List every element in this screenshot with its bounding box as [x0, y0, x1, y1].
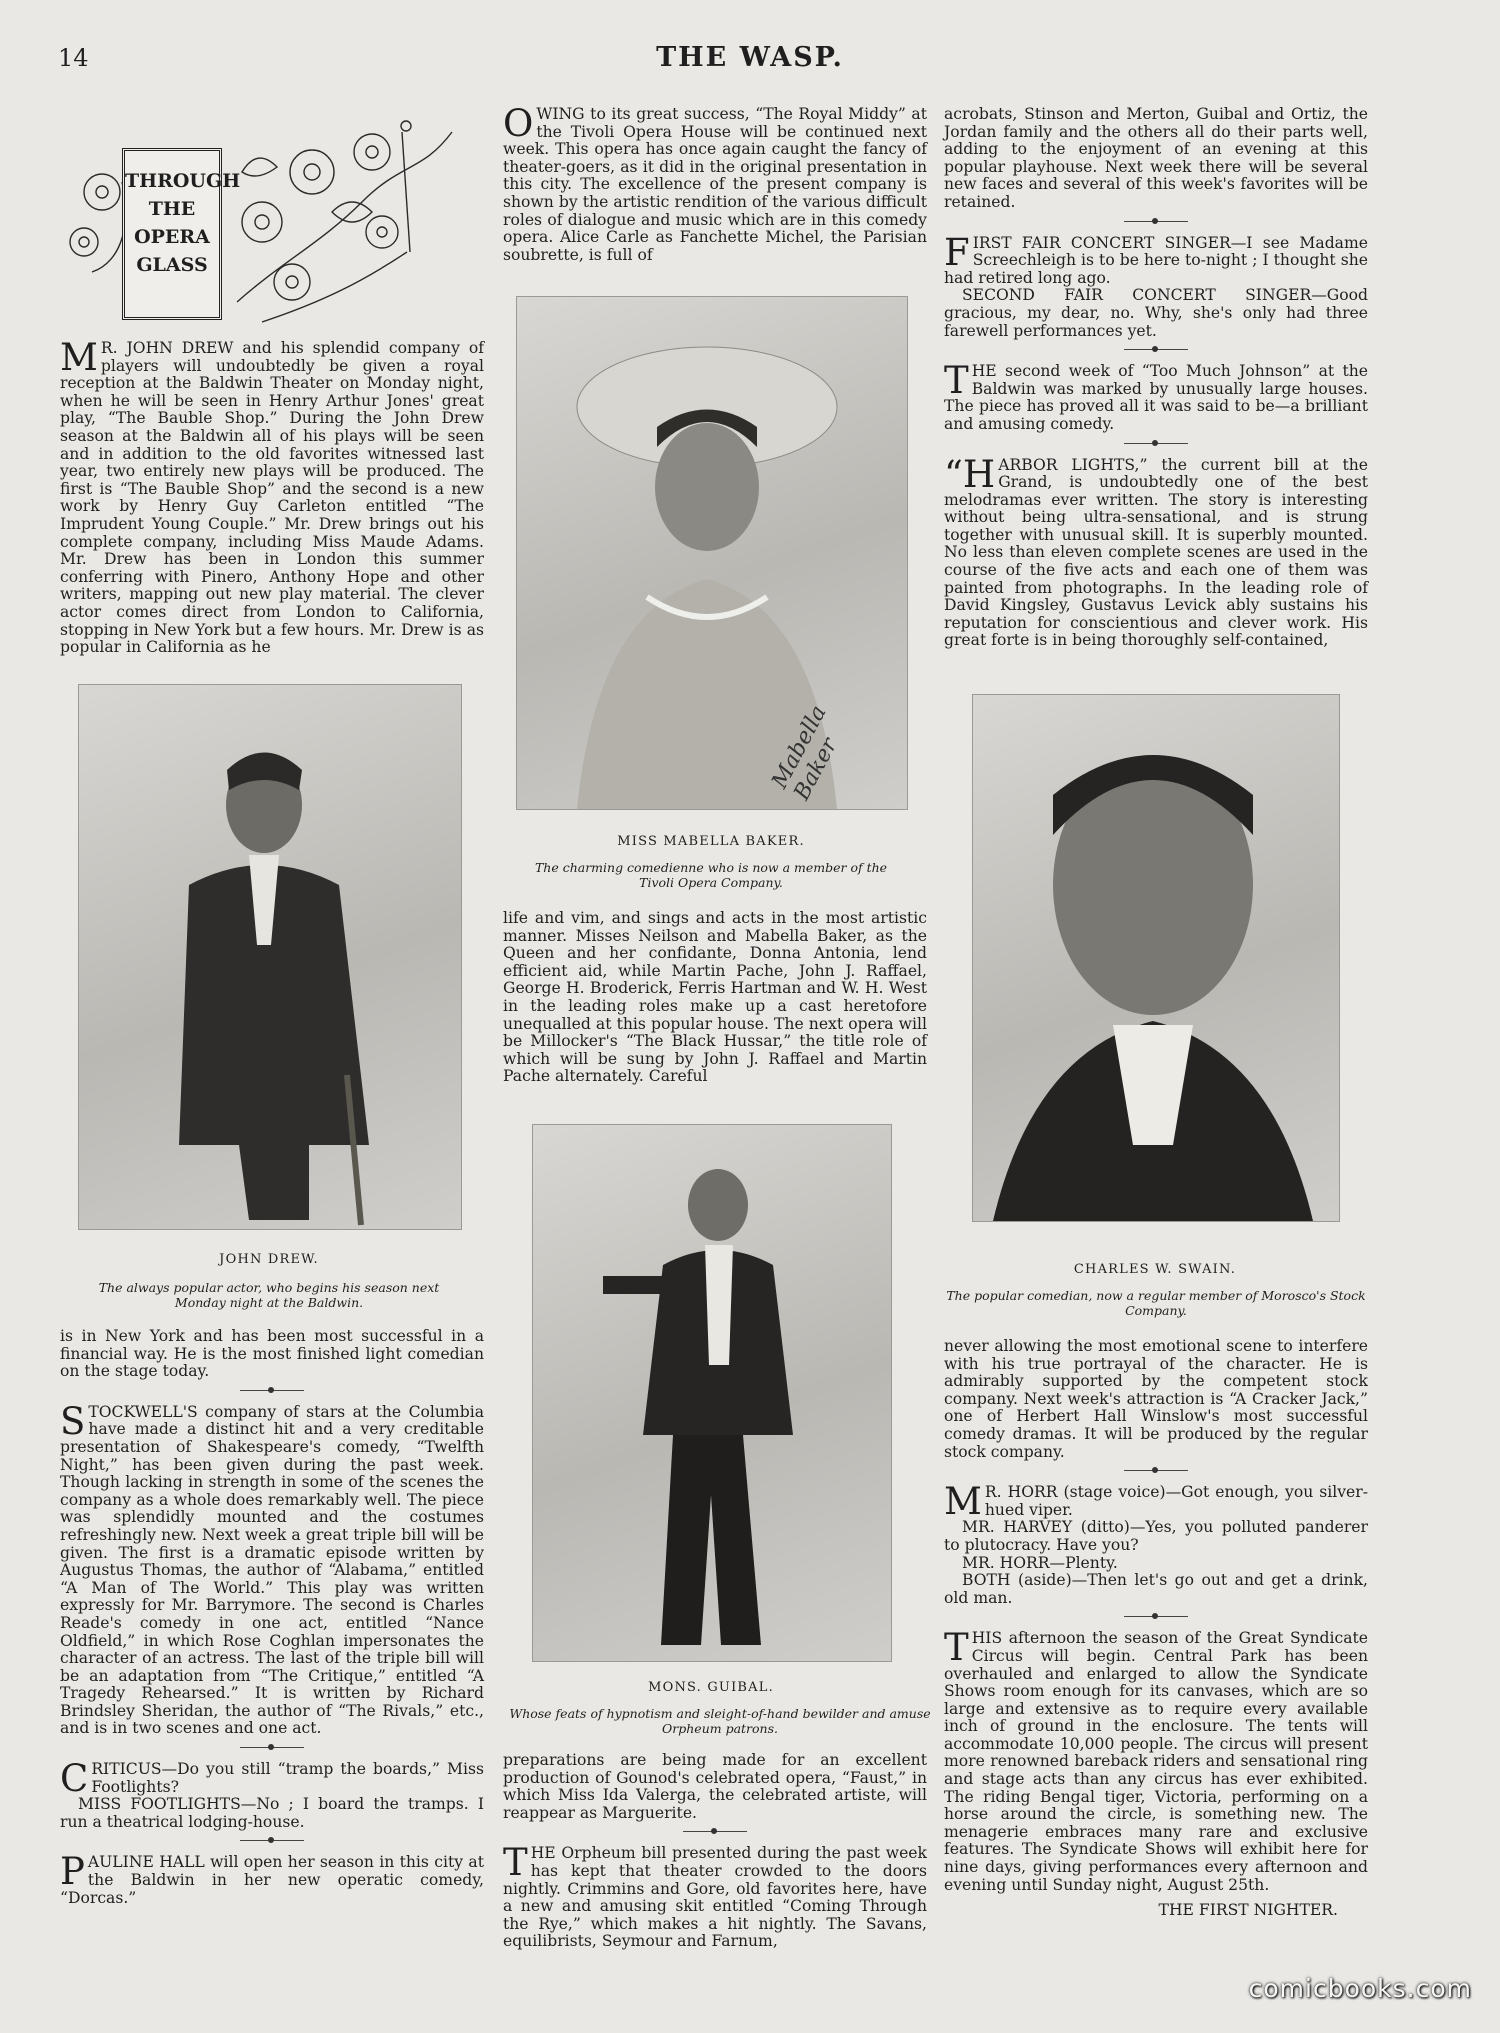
article-text: BOTH (aside)—Then let's go out and get a drink, old man. — [944, 1571, 1368, 1607]
article-text: preparations are being made for an excellent production of Gounod's celebrated opera, “Faust,” in which Miss Ida Valerga, the celebrated artiste, will reappear as Marguerite. — [503, 1751, 927, 1822]
section-divider — [1124, 1616, 1188, 1619]
column-heading-line: GLASS — [136, 254, 208, 276]
author-signature: THE FIRST NIGHTER. — [1158, 1901, 1338, 1920]
column-1-bottom — [60, 1328, 484, 1907]
article-text: acrobats, Stinson and Merton, Guibal and Ortiz, the Jordan family and the others all do their parts well, adding to the enjoyment of an evening at this popular playhouse. Next week there will be several new faces and several of this week's favorites will be retained. — [944, 105, 1368, 211]
article-text: AULINE HALL will open her season in this city at the Baldwin in her new operatic comedy, “Dorcas.” — [60, 1853, 484, 1907]
column-heading-line: OPERA — [134, 226, 210, 248]
section-divider — [240, 1390, 304, 1393]
article-royal-middy — [503, 102, 927, 264]
drop-cap: O — [503, 102, 534, 145]
guibal-caption-name: MONS. GUIBAL. — [648, 1680, 774, 1695]
drop-cap: C — [60, 1757, 89, 1801]
article-text: is in New York and has been most successful in a financial way. He is the most finished light comedian on the stage today. — [60, 1327, 484, 1381]
drop-cap: “H — [944, 452, 996, 496]
drop-cap: T — [944, 1626, 969, 1670]
drew-caption-name: JOHN DREW. — [219, 1252, 319, 1267]
drop-cap: P — [60, 1850, 85, 1894]
drop-cap: M — [60, 336, 98, 379]
drop-cap: T — [944, 359, 969, 403]
article-text: IRST FAIR CONCERT SINGER—I see Madame Screechleigh is to be here to-night ; I thought she had retired long ago. — [944, 233, 1368, 287]
article-text: never allowing the most emotional scene to interfere with his true portrayal of the character. He is admirably supported by the competent stock company. Next week's attraction is “A Cracker Jack,” one of Herbert Hall Winslow's most successful comedy dramas. It will be produced by the regular stock company. — [944, 1337, 1368, 1461]
guibal-caption-desc: Whose feats of hypnotism and sleight-of-hand bewilder and amuse Orpheum patrons. — [509, 1706, 931, 1736]
masthead: THE WASP. — [656, 42, 844, 73]
portrait-standing-man-icon — [79, 685, 461, 1229]
section-divider — [1124, 221, 1188, 224]
article-john-drew — [60, 336, 484, 657]
guibal-photo — [532, 1124, 892, 1662]
article-text: TOCKWELL'S company of stars at the Columbia have made a distinct hit and a very creditable presentation of Shakespeare's comedy, “Twelfth Night,” has been given during the past week. Though lacking in strength in some of the scenes the company as a whole does remarkably well. The piece was splendidly mounted and the costumes refreshingly new. Next week a great triple bill will be given. The first is a dramatic episode written by Augustus Thomas, the author of “Alabama,” entitled “A Man of The World.” This play was written expressly for Mr. Barrymore. The second is Charles Reade's comedy in one act, entitled “Nance Oldfield,” in which Rose Coghlan impersonates the character of an actress. The last of the triple bill will be an adaptation from “The Critique,” entitled “A Tragedy Rehearsed.” It is written by Richard Brindsley Sheridan, the author of “The Rivals,” etc., and is in two scenes and one act. — [60, 1402, 484, 1738]
autograph: Mabella Baker — [767, 701, 843, 805]
section-divider — [240, 1840, 304, 1843]
article-text: MISS FOOTLIGHTS—No ; I board the tramps. I run a theatrical lodging-house. — [60, 1795, 484, 1831]
section-divider — [240, 1747, 304, 1750]
article-text: HE second week of “Too Much Johnson” at the Baldwin was marked by unusually large houses. The piece has proved all it was said to be—a brilliant and amusing comedy. — [944, 362, 1368, 433]
john-drew-photo — [78, 684, 462, 1230]
portrait-magician-icon — [533, 1125, 891, 1661]
article-royal-middy-cont — [503, 910, 927, 1086]
article-text: life and vim, and sings and acts in the most artistic manner. Misses Neilson and Mabella Baker, as the Queen and her confidante, Donna Antonia, lend efficient aid, while Martin Pache, John J. Raffael, George H. Broderick, Ferris Hartman and W. H. West in the leading roles make up a cast heretofore unequalled at this popular house. The next opera will be Millocker's “The Black Hussar,” the title role of which will be sung by John J. Raffael and Martin Pache alternately. Careful — [503, 909, 927, 1086]
article-text: MR. HARVEY (ditto)—Yes, you polluted panderer to plutocracy. Have you? — [944, 1518, 1368, 1554]
drew-caption-desc: The always popular actor, who begins his season next Monday night at the Baldwin. — [98, 1280, 440, 1310]
column-heading-line: THROUGH — [125, 170, 241, 192]
drop-cap: F — [944, 230, 970, 274]
column-3-bottom — [944, 1338, 1368, 1920]
mabella-baker-photo — [516, 296, 908, 810]
drop-cap: S — [60, 1399, 86, 1443]
column-heading-box — [122, 148, 241, 320]
portrait-man-head-icon — [973, 695, 1339, 1221]
drop-cap: T — [503, 1841, 528, 1885]
article-text: R. JOHN DREW and his splendid company of players will undoubtedly be given a royal reception at the Baldwin Theater on Monday night, when he will be seen in Henry Arthur Jones' great play, “The Bauble Shop.” During the John Drew season at the Baldwin all of his plays will be seen and in addition to the old favorites witnessed last year, two entirely new plays will be produced. The first is “The Bauble Shop” and the second is a new work by Henry Guy Carleton entitled “The Imprudent Young Couple.” Mr. Drew brings out his complete company, including Miss Maude Adams. Mr. Drew has been in London this summer conferring with Pinero, Anthony Hope and other writers, mapping out new play material. The clever actor comes direct from London to California, stopping in New York but a few hours. Mr. Drew is as popular in California as he — [60, 339, 484, 657]
article-text: MR. HORR—Plenty. — [962, 1553, 1118, 1572]
watermark: comicbooks.com — [1248, 1974, 1472, 2003]
baker-caption-desc: The charming comedienne who is now a member of the Tivoli Opera Company. — [534, 860, 888, 890]
column-2-bottom — [503, 1752, 927, 1951]
column-heading-line: THE — [148, 198, 196, 220]
article-text: R. HORR (stage voice)—Got enough, you silver-hued viper. — [984, 1483, 1368, 1519]
column-heading-ornament — [62, 112, 462, 334]
baker-caption-name: MISS MABELLA BAKER. — [617, 834, 805, 849]
charles-swain-photo — [972, 694, 1340, 1222]
article-text: HIS afternoon the season of the Great Syndicate Circus will begin. Central Park has been overhauled and enlarged to allow the Syndicate Shows room enough for its canvases, which are so large and extensive as to require every available inch of ground in the enclosure. The tents will accommodate 10,000 people. The circus will present more renowned bareback riders and sensational ring and stage acts than any circus has ever exhibited. The riding Bengal tiger, Victoria, performing on a horse around the circle, is something new. The menagerie embraces many rare and exclusive features. The Syndicate Shows will exhibit here for nine days, giving performances every afternoon and evening until Sunday night, August 25th. — [944, 1629, 1368, 1894]
swain-caption-desc: The popular comedian, now a regular member of Morosco's Stock Company. — [946, 1288, 1366, 1318]
drop-cap: M — [944, 1480, 982, 1524]
article-text: ARBOR LIGHTS,” the current bill at the Grand, is undoubtedly one of the best melodramas ever written. The story is interesting without being ultra-sensational, and is strung together with unusual skill. It is superbly mounted. No less than eleven complete scenes are used in the course of the five acts and each one of them was painted from photographs. In the leading role of David Kingsley, Gustavus Levick ably sustains his reputation for conscientious and clever work. His great forte is in being thoroughly self-contained, — [944, 455, 1368, 650]
article-text: HE Orpheum bill presented during the past week has kept that theater crowded to the doors nightly. Crimmins and Gore, old favorites here, have a new and amusing skit entitled “Coming Through the Rye,” which makes a hit nightly. The Savans, equilibrists, Seymour and Farnum, — [503, 1844, 927, 1951]
page-number: 14 — [58, 44, 89, 72]
column-3-top — [944, 106, 1368, 650]
section-divider — [683, 1831, 747, 1834]
section-divider — [1124, 349, 1188, 352]
article-text: WING to its great success, “The Royal Middy” at the Tivoli Opera House will be continued next week. This opera has once again caught the fancy of theater-goers, as it did in the original presentation in this city. The excellence of the present company is shown by the artistic rendition of the various difficult roles of dialogue and music which are in this comedy opera. Alice Carle as Fanchette Michel, the Parisian soubrette, is full of — [503, 105, 927, 264]
section-divider — [1124, 443, 1188, 446]
article-text: RITICUS—Do you still “tramp the boards,” Miss Footlights? — [91, 1760, 484, 1796]
article-text: SECOND FAIR CONCERT SINGER—Good gracious, my dear, no. Why, she's only had three farewell performances yet. — [944, 286, 1368, 340]
section-divider — [1124, 1470, 1188, 1473]
swain-caption-name: CHARLES W. SWAIN. — [1073, 1262, 1237, 1277]
